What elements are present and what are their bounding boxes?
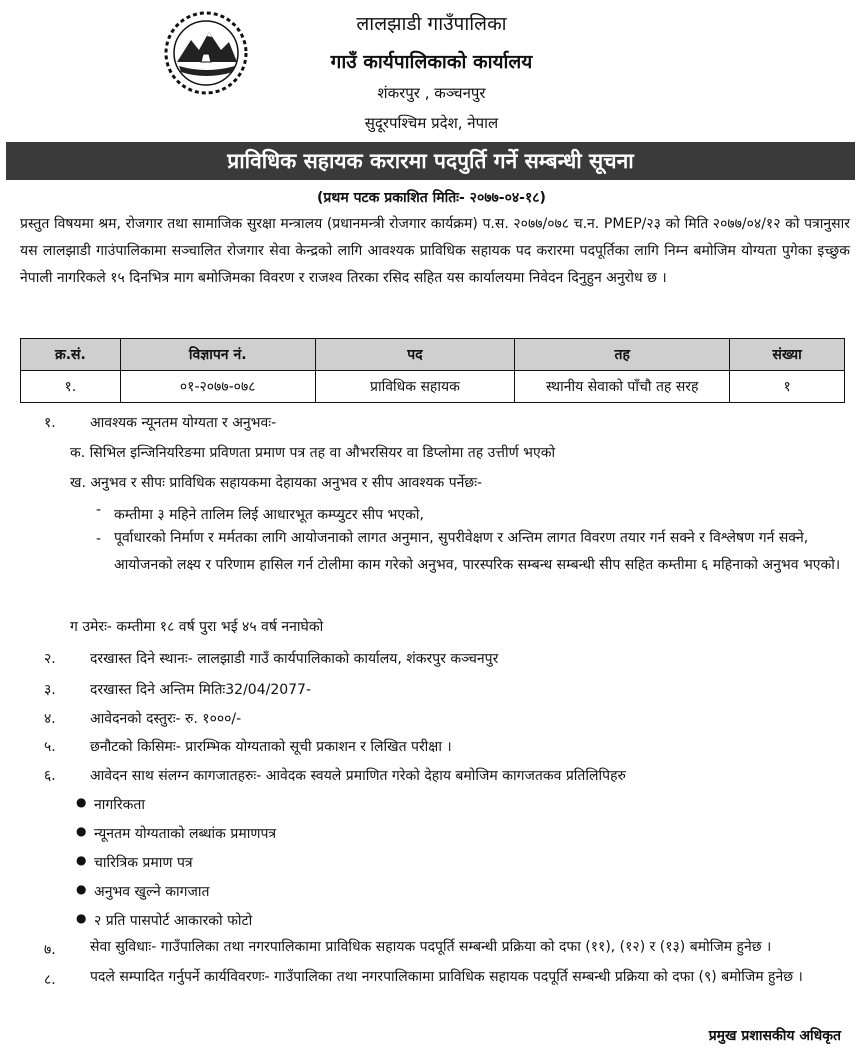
item-number: १. (44, 415, 56, 431)
experience-item: पूर्वाधारको निर्माण र मर्मतका लागि आयोजनाको लागत अनुमान, सुपरीवेक्षण र अन्तिम लागत विवरण तयार गर्न सक्ने र विश्लेषण गर्न सक्ने, आयोजनको लक्ष्य र परिणाम हासिल गर्न टोलीमा काम गरेको अनुभव, पारस्परिक सम्बन्ध सम्बन्धी सीप सहित कम्तीमा ६ महिनाको अनुभव भएको। (114, 530, 841, 573)
header-post: पद (315, 339, 515, 371)
item-number: ६. (44, 768, 56, 784)
province-name: सुदूरपश्चिम प्रदेश, नेपाल (364, 114, 499, 132)
item-number: ८. (44, 972, 56, 988)
cell-post: प्राविधिक सहायक (315, 371, 515, 403)
document-item: २ प्रति पासपोर्ट आकारको फोटो (94, 913, 253, 929)
cell-serial: १. (21, 371, 121, 403)
office-name: गाउँ कार्यपालिकाको कार्यालय (330, 51, 533, 73)
header-advert-no: विज्ञापन नं. (120, 339, 315, 371)
bullet-icon: ● (76, 853, 87, 867)
item-text: दरखास्त दिने स्थानः- लालझाडी गाउँ कार्यपालिकाको कार्यालय, शंकरपुर कञ्चनपुर (90, 651, 499, 667)
table-header-row (21, 339, 845, 371)
item-text: सेवा सुविधाः- गाउँपालिका तथा नगरपालिकामा प्राविधिक सहायक पदपूर्ति सम्बन्धी प्रक्रिया को दफा (११), (१२) र (१३) बमोजिम हुनेछ । (90, 939, 772, 955)
item-text: आवश्यक न्यूनतम योग्यता र अनुभवः- (90, 415, 277, 431)
item-text: दरखास्त दिने अन्तिम मितिः32/04/2077- (90, 682, 312, 698)
item-number: ७. (44, 942, 56, 958)
document-item: नागरिकता (94, 797, 145, 813)
cell-count: १ (730, 371, 845, 403)
experience-item: कम्तीमा ३ महिने तालिम लिई आधारभूत कम्प्युटर सीप भएको, (114, 507, 424, 523)
item-text: आवेदन साथ संलग्न कागजातहरुः- आवेदक स्वयले प्रमाणित गरेको देहाय बमोजिम कागजतकव प्रतिलिपिहरु (90, 768, 626, 784)
header-serial: क्र.सं. (21, 339, 121, 371)
notice-title-banner: प्राविधिक सहायक करारमा पदपुर्ति गर्ने सम्बन्धी सूचना (6, 142, 855, 180)
item-number: २. (44, 651, 56, 667)
bullet-icon: ● (76, 824, 87, 838)
item-number: ४. (44, 711, 56, 727)
dash-marker: - (96, 502, 102, 518)
municipality-name: लालझाडी गाउँपालिका (356, 13, 507, 35)
header-count: संख्या (730, 339, 845, 371)
position-table (20, 338, 845, 403)
bullet-icon: ● (76, 882, 87, 896)
publication-date: (प्रथम पटक प्रकाशित मितिः- २०७७-०४-१८) (317, 190, 546, 206)
document-item: चारित्रिक प्रमाण पत्र (94, 855, 193, 871)
cell-advert-no: ०१-२०७७-०७८ (120, 371, 315, 403)
bullet-icon: ● (76, 911, 87, 925)
item-number: ३. (44, 682, 56, 698)
document-item: अनुभव खुल्ने कागजात (94, 884, 210, 900)
header-level: तह (515, 339, 730, 371)
age-requirement: ग उमेरः- कम्तीमा १८ वर्ष पुरा भई ४५ वर्ष ननाघेको (70, 619, 324, 635)
item-text: पदले सम्पादित गर्नुपर्ने कार्यविवरणः- गाउँपालिका तथा नगरपालिकामा प्राविधिक सहायक पदपूर्ति सम्बन्धी प्रक्रिया को दफा (९) बमोजिम हुनेछ । (90, 969, 803, 985)
signatory-title: प्रमुख प्रशासकीय अधिकृत (708, 1028, 841, 1044)
item-number: ५. (44, 739, 56, 755)
intro-paragraph: प्रस्तुत विषयमा श्रम, रोजगार तथा सामाजिक सुरक्षा मन्त्रालय (प्रधानमन्त्री रोजगार कार्यक्रम) प.स. २०७७/०७८ च.न. PMEP/२३ को मिति २०७७/०४/१२ को पत्रानुसार यस लालझाडी गाउंपालिकामा सञ्चालित रोजगार सेवा केन्द्रको लागि आवश्यक प्राविधिक सहायक पद करारमा पदपूर्तिका लागि निम्न बमोजिम योग्यता पुगेका इच्छुक नेपाली नागरिकले १५ दिनभित्र माग बमोजिमका विवरण र राजश्व तिरका रसिद सहित यस कार्यालयमा निवेदन दिनुहुन अनुरोध छ । (20, 216, 850, 286)
bullet-icon: ● (76, 795, 87, 809)
item-text: छनौटको किसिमः- प्रारम्भिक योग्यताको सूची प्रकाशन र लिखित परीक्षा । (90, 739, 452, 755)
cell-level: स्थानीय सेवाको पाँचौ तह सरह (515, 371, 730, 403)
document-item: न्यूनतम योग्यताको लब्धांक प्रमाणपत्र (94, 826, 277, 842)
office-address: शंकरपुर , कञ्चनपुर (377, 84, 486, 102)
qualification-text: क. सिभिल इन्जिनियरिङमा प्रविणता प्रमाण पत्र तह वा औभरसियर वा डिप्लोमा तह उत्तीर्ण भएको (70, 445, 556, 461)
experience-heading: ख. अनुभव र सीपः प्राविधिक सहायकमा देहायका अनुभव र सीप आवश्यक पर्नेछः- (70, 475, 483, 491)
dash-marker: - (96, 531, 102, 547)
table-row (21, 371, 845, 403)
item-text: आवेदनको दस्तुरः- रु. १०००/- (90, 711, 242, 727)
